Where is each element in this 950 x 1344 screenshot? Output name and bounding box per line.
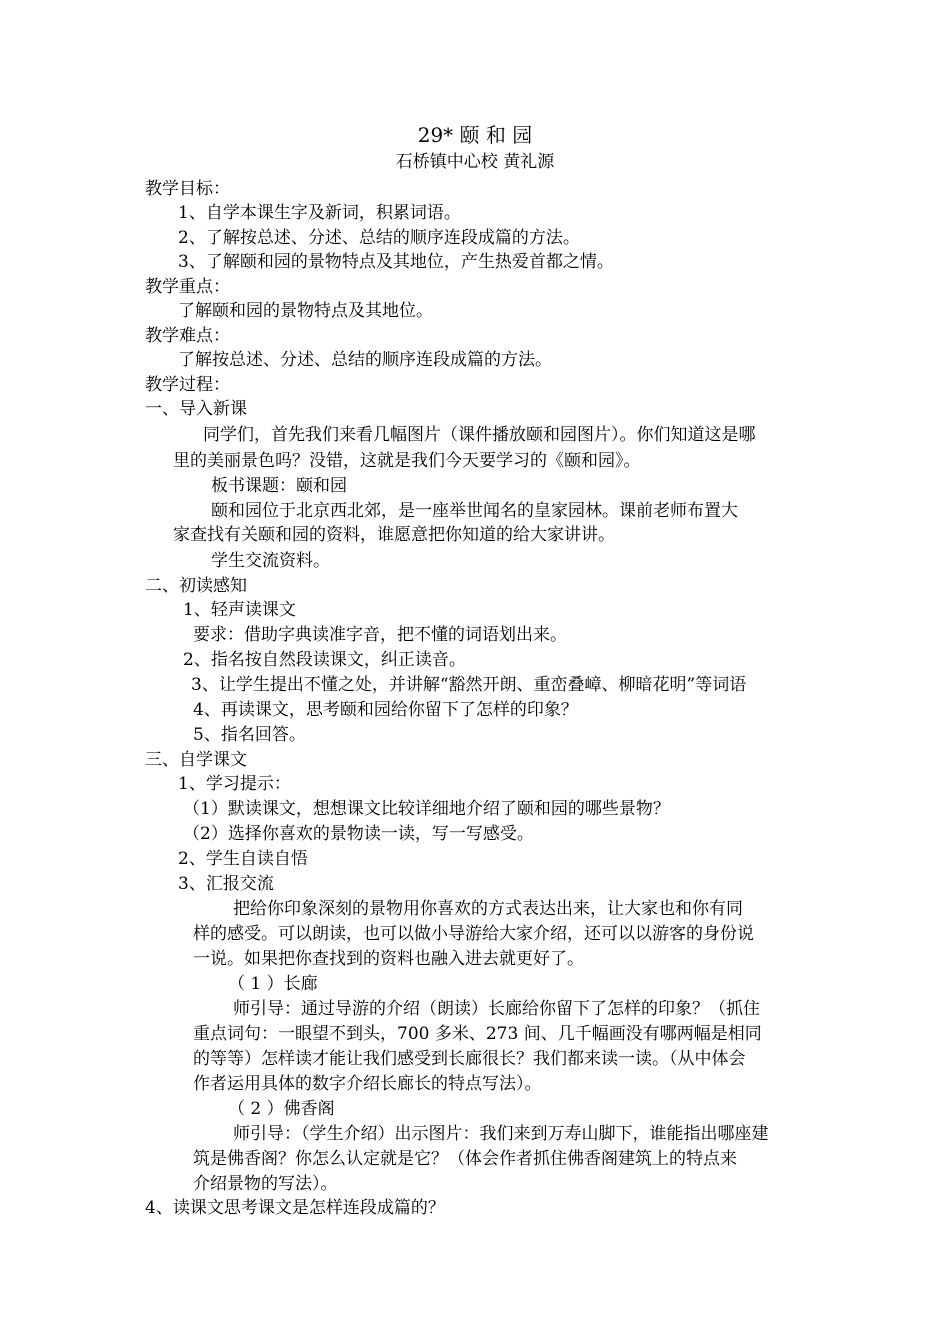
paragraph-line: 颐和园位于北京西北郊，是一座举世闻名的皇家园林。课前老师布置大: [211, 501, 738, 521]
paragraph-line: 师引导：（学生介绍）出示图片：我们来到万寿山脚下，谁能指出哪座建: [233, 1124, 769, 1144]
objective-item: 3、了解颐和园的景物特点及其地位，产生热爱首都之情。: [178, 252, 614, 272]
list-item: （2）选择你喜欢的景物读一读，写一写感受。: [183, 824, 534, 844]
paragraph-line: 一说。如果把你查找到的资料也融入进去就更好了。: [193, 949, 584, 969]
list-item: 2、指名按自然段读课文，纠正读音。: [183, 650, 466, 670]
section-heading: 二、初读感知: [145, 576, 247, 596]
list-item: 5、指名回答。: [193, 725, 306, 745]
paragraph-line: 同学们，首先我们来看几幅图片（课件播放颐和园图片）。你们知道这是哪: [203, 425, 756, 445]
paragraph-line: 要求：借助字典读准字音，把不懂的词语划出来。: [193, 625, 567, 645]
paragraph-line: 家查找有关颐和园的资料，谁愿意把你知道的给大家讲讲。: [173, 525, 615, 545]
paragraph-line: 作者运用具体的数字介绍长廊长的特点写法）。: [193, 1074, 542, 1094]
list-item: 3、让学生提出不懂之处，并讲解“豁然开朗、重峦叠嶂、柳暗花明”等词语: [191, 675, 747, 695]
list-item: 4、读课文思考课文是怎样连段成篇的？: [145, 1198, 445, 1218]
section-heading-objectives: 教学目标：: [145, 179, 230, 199]
section-heading-key-points: 教学重点：: [145, 277, 230, 297]
page-title: 29* 颐 和 园: [417, 123, 533, 147]
paragraph-line: 介绍景物的写法）。: [193, 1174, 338, 1194]
list-item: 2、学生自读自悟: [178, 849, 308, 869]
paragraph-line: 筑是佛香阁？你怎么认定就是它？（体会作者抓住佛香阁建筑上的特点来: [193, 1149, 737, 1169]
list-item: （1）默读课文，想想课文比较详细地介绍了颐和园的哪些景物？: [183, 799, 670, 819]
section-heading: 三、自学课文: [145, 750, 247, 770]
paragraph-line: 的等等）怎样读才能让我们感受到长廊很长？我们都来读一读。（从中体会: [193, 1049, 746, 1069]
objective-item: 1、自学本课生字及新词，积累词语。: [178, 203, 461, 223]
section-heading-process: 教学过程：: [145, 375, 230, 395]
paragraph-line: 把给你印象深刻的景物用你喜欢的方式表达出来，让大家也和你有同: [233, 899, 743, 919]
paragraph-line: 师引导：通过导游的介绍（朗读）长廊给你留下了怎样的印象？（抓住: [233, 999, 760, 1019]
paragraph-line: 板书课题：颐和园: [211, 476, 347, 496]
paragraph-line: 里的美丽景色吗？没错，这就是我们今天要学习的《颐和园》。: [173, 451, 641, 471]
section-heading: 一、导入新课: [145, 399, 247, 419]
list-item: 3、汇报交流: [178, 874, 274, 894]
subheading: （ 1 ）长廊: [228, 974, 318, 994]
objective-item: 2、了解按总述、分述、总结的顺序连段成篇的方法。: [178, 228, 580, 248]
paragraph-line: 了解按总述、分述、总结的顺序连段成篇的方法。: [178, 350, 552, 370]
list-item: 4、再读课文，思考颐和园给你留下了怎样的印象？: [193, 700, 578, 720]
paragraph-line: 了解颐和园的景物特点及其地位。: [178, 301, 433, 321]
section-heading-difficulties: 教学难点：: [145, 326, 230, 346]
paragraph-line: 样的感受。可以朗读，也可以做小导游给大家介绍，还可以以游客的身份说: [193, 924, 754, 944]
list-item: 1、轻声读课文: [183, 600, 296, 620]
author-line: 石桥镇中心校 黄礼源: [395, 152, 555, 172]
list-item: 1、学习提示：: [178, 774, 291, 794]
subheading: （ 2 ）佛香阁: [228, 1099, 335, 1119]
paragraph-line: 重点词句：一眼望不到头，700 多米、273 间、几千幅画没有哪两幅是相同: [193, 1024, 762, 1044]
paragraph-line: 学生交流资料。: [211, 551, 330, 571]
